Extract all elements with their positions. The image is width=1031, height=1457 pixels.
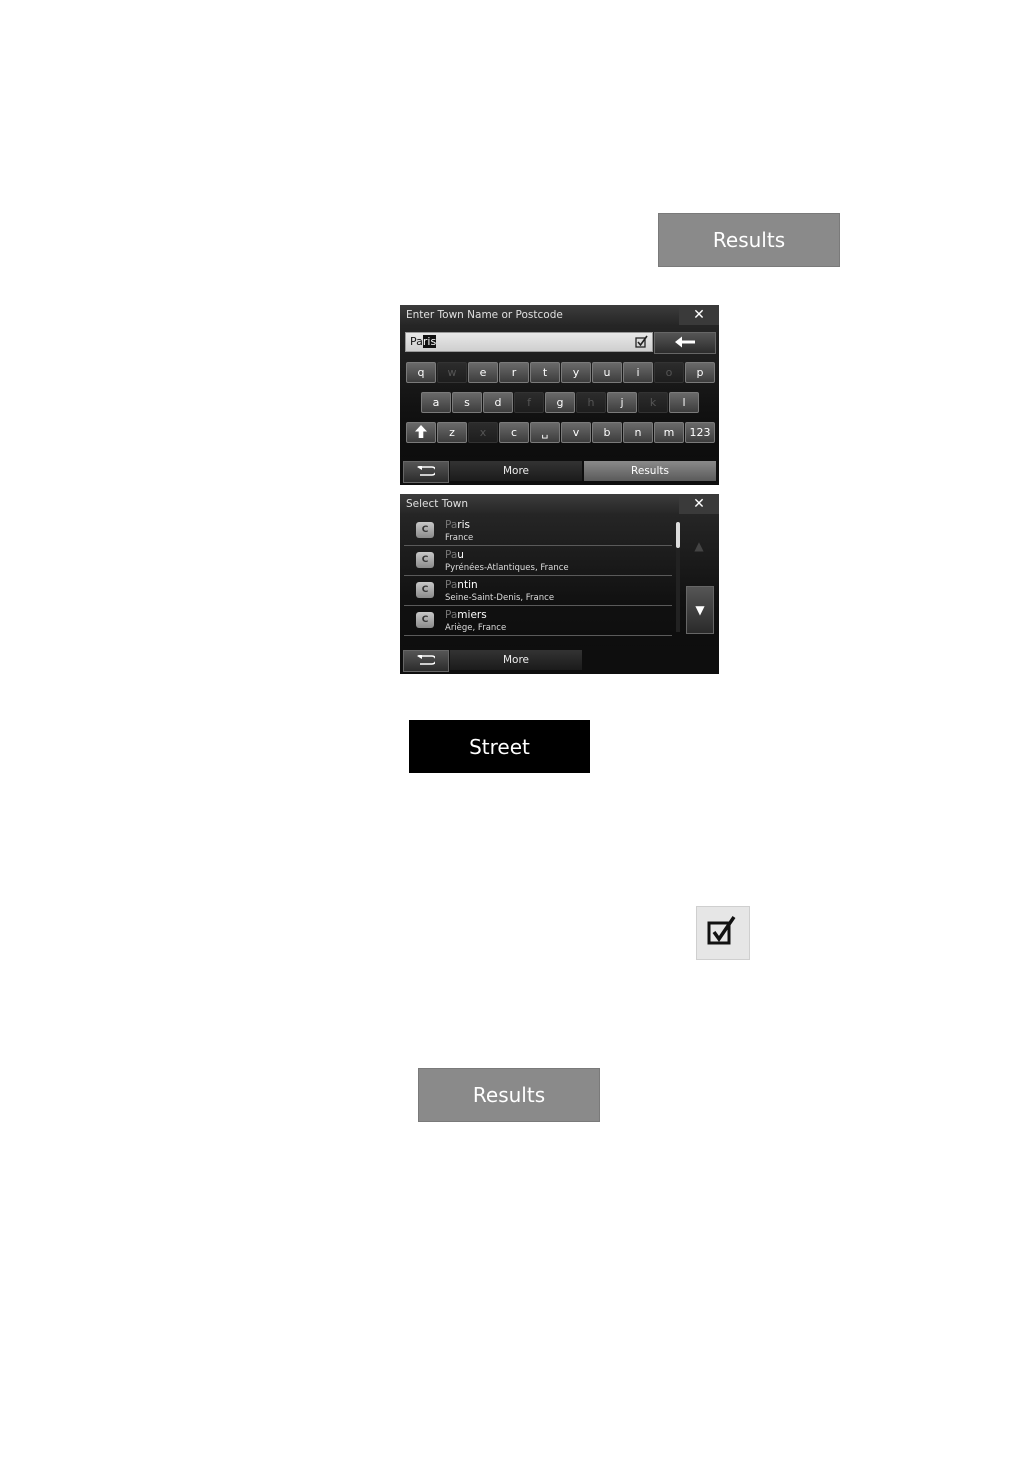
key-123[interactable] [685, 422, 715, 443]
checkbox-tick-icon[interactable] [635, 335, 648, 351]
key-label: k [649, 396, 657, 409]
remaining-text: miers [457, 609, 487, 621]
key-label: r [511, 366, 517, 379]
key-t[interactable] [530, 362, 560, 383]
key-label: c [510, 426, 518, 439]
key-label: p [696, 366, 704, 379]
more-label: More [502, 465, 530, 477]
key-label: o [665, 366, 673, 379]
town-name [445, 579, 478, 591]
key-s[interactable] [452, 392, 482, 413]
key-h [576, 392, 606, 413]
key-label: w [447, 366, 457, 379]
typed-text: Pa [410, 335, 423, 348]
key-z[interactable] [437, 422, 467, 443]
select-town-screen [400, 494, 719, 674]
key-label: ␣ [541, 426, 549, 439]
key-k [638, 392, 668, 413]
scroll-thumb[interactable] [676, 522, 680, 548]
key-label: d [494, 396, 502, 409]
key-w [437, 362, 467, 383]
checkbox-tick-icon [706, 914, 740, 952]
key-label: s [464, 396, 470, 409]
town-search-input[interactable] [405, 332, 653, 352]
key-label: b [603, 426, 611, 439]
screen-title: Enter Town Name or Postcode [406, 309, 563, 321]
results-label: Results [631, 465, 669, 477]
key-e[interactable] [468, 362, 498, 383]
key-m[interactable] [654, 422, 684, 443]
input-text [410, 335, 436, 348]
town-list [404, 516, 672, 636]
key-label: j [620, 396, 624, 409]
matched-text: Pa [445, 579, 458, 591]
town-region: Ariège, France [445, 623, 507, 633]
key-d[interactable] [483, 392, 513, 413]
town-name [445, 609, 487, 621]
key-label: g [556, 396, 564, 409]
key-space[interactable] [530, 422, 560, 443]
close-icon: ✕ [693, 496, 705, 512]
matched-text: Pa [445, 519, 458, 531]
return-arrow-icon [417, 655, 435, 668]
checkbox-button[interactable] [696, 906, 750, 960]
key-label: n [634, 426, 642, 439]
town-emblem-icon: C [416, 522, 434, 538]
town-region: Seine-Saint-Denis, France [445, 593, 555, 603]
key-g[interactable] [545, 392, 575, 413]
key-l[interactable] [669, 392, 699, 413]
key-c[interactable] [499, 422, 529, 443]
close-button[interactable] [679, 494, 719, 514]
key-i[interactable] [623, 362, 653, 383]
close-icon: ✕ [693, 307, 705, 323]
key-y[interactable] [561, 362, 591, 383]
key-f [514, 392, 544, 413]
key-a[interactable] [421, 392, 451, 413]
results-label: Results [712, 228, 786, 252]
key-label: u [603, 366, 611, 379]
town-emblem-icon: C [416, 612, 434, 628]
back-button[interactable] [403, 650, 449, 672]
more-button[interactable] [450, 650, 582, 670]
key-p[interactable] [685, 362, 715, 383]
key-label: a [432, 396, 440, 409]
town-region: Pyrénées-Atlantiques, France [445, 563, 569, 573]
key-o [654, 362, 684, 383]
key-label: m [663, 426, 675, 439]
key-v[interactable] [561, 422, 591, 443]
shift-key[interactable] [406, 422, 436, 443]
town-name [445, 519, 470, 531]
bottom-bar [400, 646, 719, 674]
title-bar [400, 305, 719, 325]
results-button-top[interactable] [658, 213, 840, 267]
key-label: e [479, 366, 487, 379]
remaining-text: ntin [457, 579, 478, 591]
town-name [445, 549, 464, 561]
key-r[interactable] [499, 362, 529, 383]
title-bar [400, 494, 719, 514]
scroll-down-icon: ▼ [695, 603, 705, 617]
list-item[interactable] [404, 576, 672, 606]
return-arrow-icon [417, 466, 435, 479]
scroll-up-icon: ▲ [694, 539, 704, 553]
key-label: q [417, 366, 425, 379]
matched-text: Pa [445, 549, 458, 561]
key-u[interactable] [592, 362, 622, 383]
street-label: Street [469, 734, 530, 759]
key-label: z [449, 426, 455, 439]
key-label: y [572, 366, 580, 379]
remaining-text: ris [457, 519, 471, 531]
list-item[interactable] [404, 516, 672, 546]
key-label: x [479, 426, 487, 439]
matched-text: Pa [445, 609, 458, 621]
key-label: l [682, 396, 686, 409]
key-label: i [636, 366, 640, 379]
key-x [468, 422, 498, 443]
town-emblem-icon: C [416, 552, 434, 568]
autocomplete-suggestion: ris [422, 335, 437, 348]
scroll-up-button[interactable] [686, 524, 712, 568]
street-button[interactable] [409, 720, 590, 773]
back-arrow-icon [674, 336, 696, 351]
more-button[interactable] [450, 461, 582, 481]
shift-arrow-icon [415, 425, 427, 441]
key-q[interactable] [406, 362, 436, 383]
bottom-bar [400, 457, 719, 485]
results-label: Results [472, 1083, 546, 1107]
key-n[interactable] [623, 422, 653, 443]
remaining-text: u [457, 549, 464, 561]
key-label: f [527, 396, 531, 409]
results-button[interactable] [584, 461, 716, 481]
scroll-down-button[interactable] [686, 586, 714, 634]
key-b[interactable] [592, 422, 622, 443]
back-button[interactable] [403, 461, 449, 483]
screen-title: Select Town [406, 498, 469, 510]
key-j[interactable] [607, 392, 637, 413]
keyboard-screen [400, 305, 719, 485]
results-button-bottom[interactable] [418, 1068, 600, 1122]
backspace-button[interactable] [654, 332, 716, 354]
key-label: t [542, 366, 548, 379]
list-item[interactable] [404, 606, 672, 636]
list-item[interactable] [404, 546, 672, 576]
more-label: More [502, 654, 530, 666]
key-label: h [587, 396, 595, 409]
key-label: v [572, 426, 580, 439]
key-label: 123 [689, 426, 711, 439]
close-button[interactable] [679, 305, 719, 325]
town-emblem-icon: C [416, 582, 434, 598]
town-region: France [445, 533, 474, 543]
